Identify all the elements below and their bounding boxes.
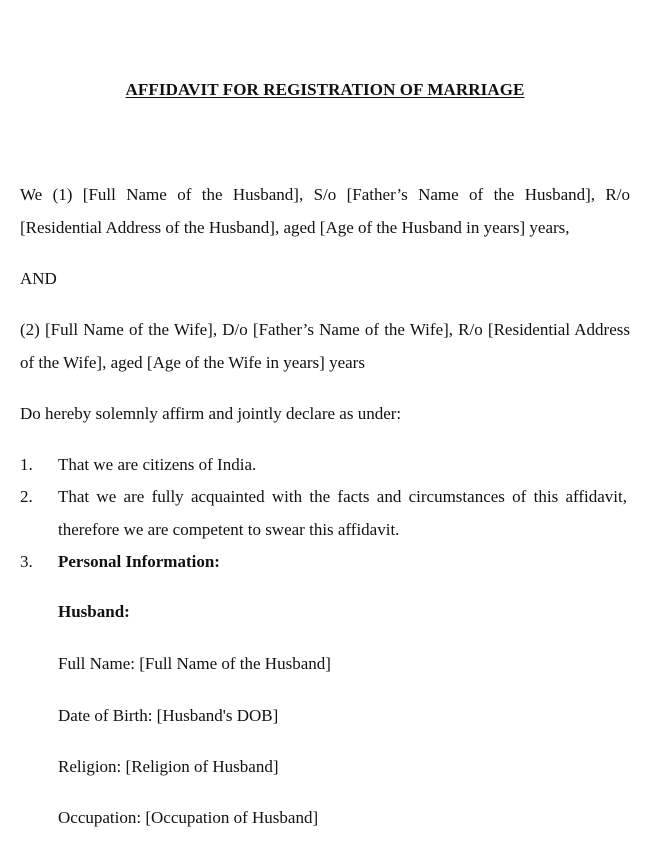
list-item-text: That we are citizens of India. <box>58 455 257 474</box>
list-item-text: That we are fully acquainted with the facts and circumstances of this affidavit, therefore we are competent to swear this affidavit. <box>58 487 627 539</box>
wife-intro-paragraph: (2) [Full Name of the Wife], D/o [Father’s Name of the Wife], R/o [Residential Address of the Wife], aged [Age of the Wife in years] years <box>20 320 630 372</box>
husband-full-name-field: Full Name: [Full Name of the Husband] <box>58 654 331 673</box>
husband-heading: Husband: <box>58 602 130 621</box>
personal-information-heading: Personal Information: <box>58 552 220 571</box>
list-item <box>20 480 630 546</box>
husband-occupation-field: Occupation: [Occupation of Husband] <box>58 808 319 827</box>
list-item-number: 2. <box>20 487 33 506</box>
document-title: AFFIDAVIT FOR REGISTRATION OF MARRIAGE <box>125 80 525 99</box>
declaration-line: Do hereby solemnly affirm and jointly declare as under: <box>20 404 402 423</box>
and-separator: AND <box>20 269 57 288</box>
list-item-number: 1. <box>20 455 33 474</box>
husband-dob-field: Date of Birth: [Husband's DOB] <box>58 706 279 725</box>
husband-intro-paragraph: We (1) [Full Name of the Husband], S/o [Father’s Name of the Husband], R/o [Residential Address of the Husband], aged [Age of the Husband in years] years, <box>20 185 630 237</box>
list-item-number: 3. <box>20 552 33 571</box>
husband-religion-field: Religion: [Religion of Husband] <box>58 757 279 776</box>
